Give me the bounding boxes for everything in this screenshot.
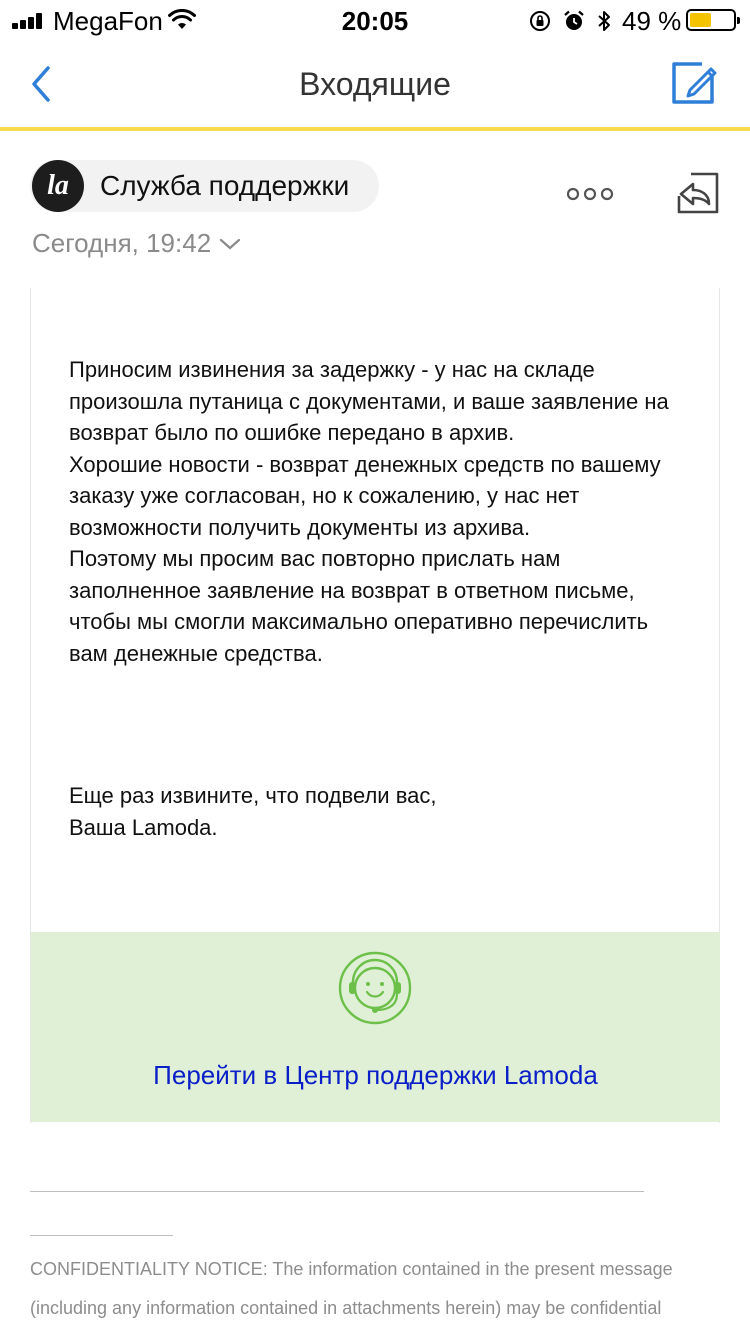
battery-percent: 49 %	[622, 6, 682, 36]
confidentiality-notice	[30, 1250, 720, 1328]
message-paragraph: Приносим извинения за задержку - у нас на складе произошла путаница с документами, и ваше заявление на возврат было по ошибке передано в архив.	[69, 357, 669, 445]
compose-icon[interactable]	[668, 58, 720, 108]
footer-divider	[30, 1235, 173, 1236]
more-options-icon[interactable]	[566, 184, 614, 204]
alarm-icon	[562, 9, 586, 33]
battery-icon	[686, 9, 736, 31]
footer-divider	[30, 1191, 644, 1192]
message-signature	[69, 780, 689, 843]
sender-chip[interactable]	[30, 160, 379, 212]
orientation-lock-icon	[528, 9, 552, 33]
navigation-bar	[0, 40, 750, 128]
message-body	[30, 288, 720, 1123]
sender-name: Служба поддержки	[100, 170, 350, 201]
message-date-label: Сегодня, 19:42	[32, 228, 212, 258]
chevron-down-icon	[219, 237, 241, 251]
message-paragraph: Поэтому мы просим вас повторно прислать нам заполненное заявление на возврат в ответном письме, чтобы мы смогли максимально оперативно перечислить вам денежные средства.	[69, 546, 649, 666]
bluetooth-icon	[592, 9, 616, 33]
notice-line: (including any information contained in attachments herein) may be confidential	[30, 1298, 662, 1318]
support-banner	[31, 932, 720, 1122]
carrier-name: MegaFon	[53, 6, 163, 36]
notice-line: CONFIDENTIALITY NOTICE: The information contained in the present message	[30, 1259, 673, 1279]
support-center-link[interactable]: Перейти в Центр поддержки Lamoda	[153, 1060, 598, 1090]
message-date[interactable]	[32, 228, 241, 259]
signature-line: Еще раз извините, что подвели вас,	[69, 783, 437, 808]
support-agent-icon	[337, 950, 413, 1026]
signature-line: Ваша Lamoda.	[69, 814, 218, 840]
reply-icon[interactable]	[675, 170, 721, 216]
message-paragraph: Хорошие новости - возврат денежных средств по вашему заказу уже согласован, но к сожалению, у нас нет возможности получить документы из архива.	[69, 451, 661, 540]
clock-time: 20:05	[341, 6, 409, 36]
nav-divider	[0, 127, 750, 131]
message-text	[69, 354, 689, 669]
status-bar	[0, 0, 750, 40]
avatar: la	[32, 160, 84, 212]
page-title: Входящие	[299, 66, 451, 102]
